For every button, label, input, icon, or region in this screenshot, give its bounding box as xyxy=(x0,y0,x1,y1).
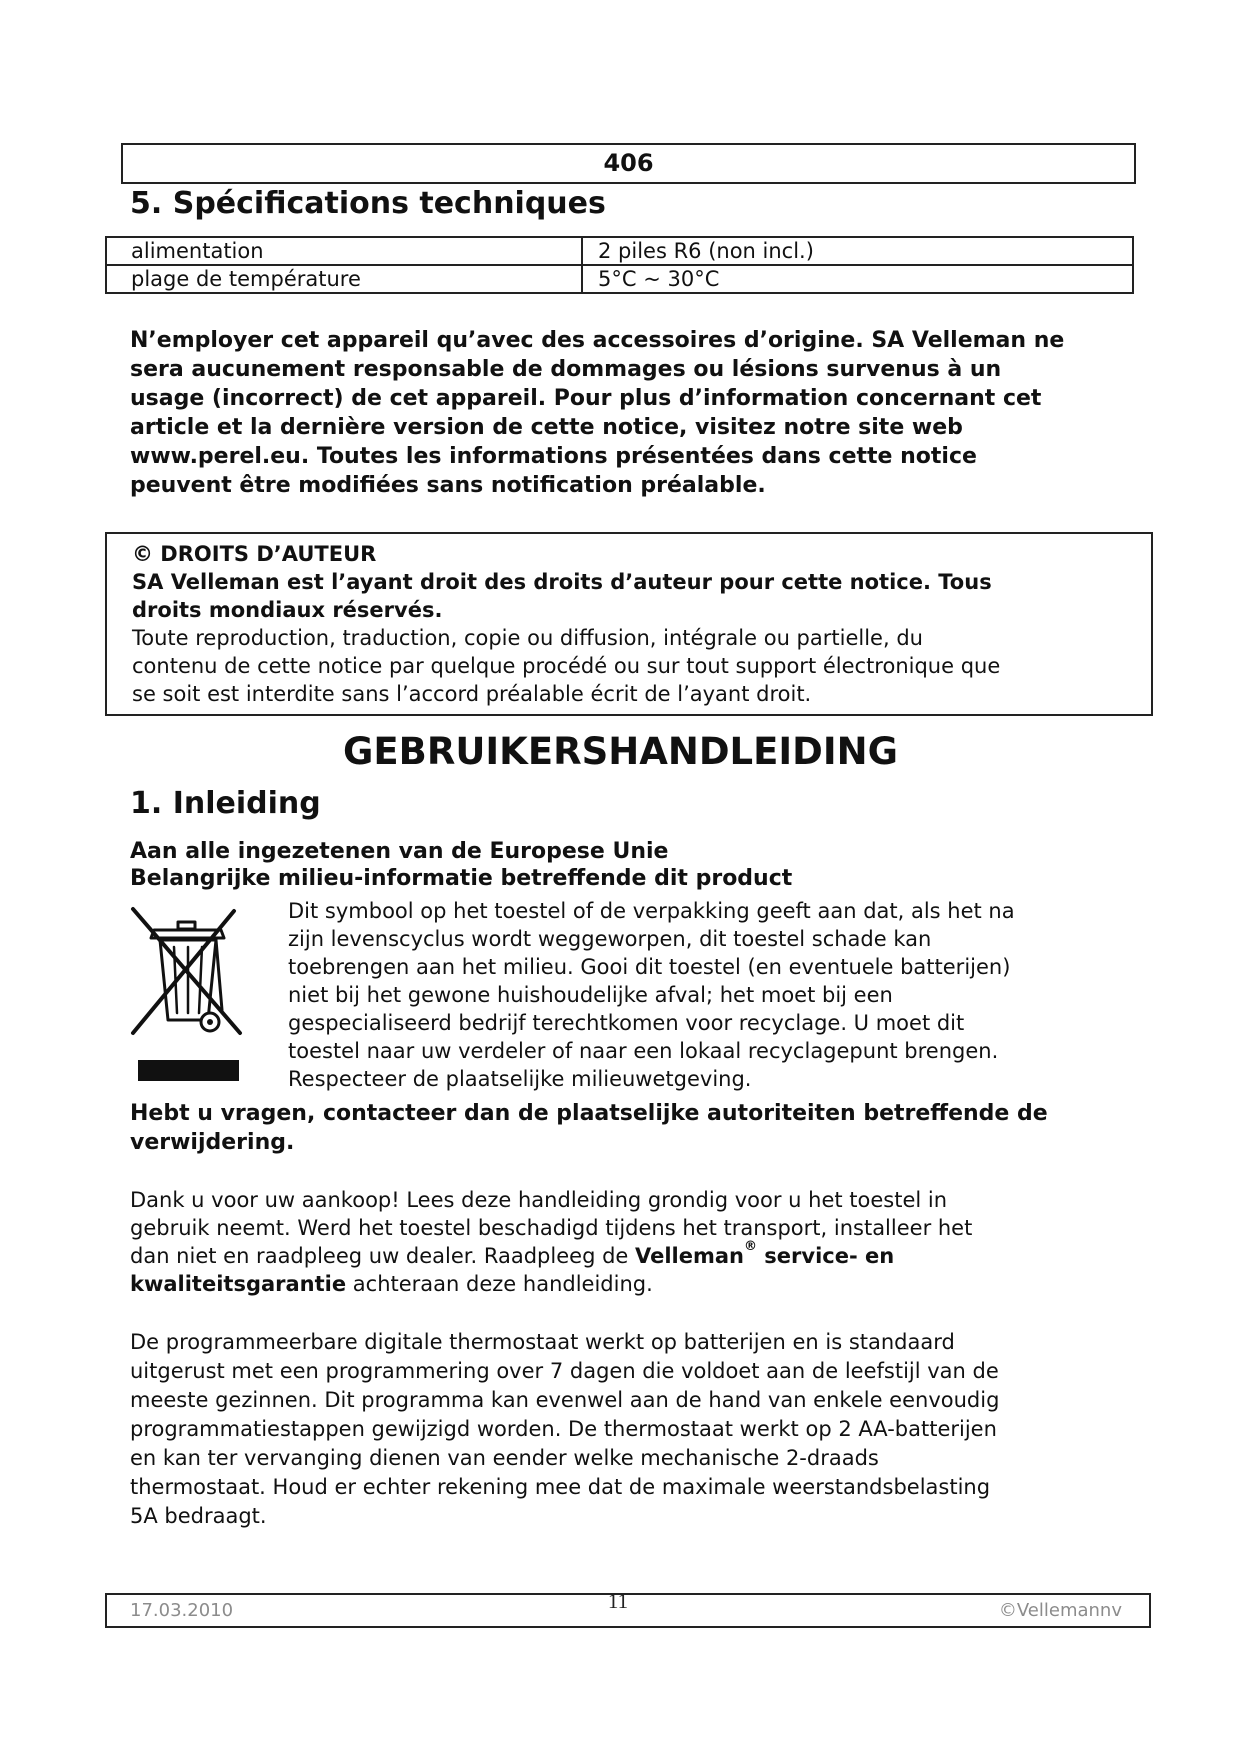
notice-line: peuvent être modifiées sans notification préalable. xyxy=(130,473,766,498)
recycling-line: Respecteer de plaatselijke milieuwetgeving. xyxy=(288,1067,752,1091)
recycling-paragraph xyxy=(288,897,1015,1093)
page-number: 11 xyxy=(607,1589,629,1613)
table-row xyxy=(106,265,1133,293)
description-line: meeste gezinnen. Dit programma kan evenwel aan de hand van enkele eenvoudig xyxy=(130,1388,1000,1412)
contact-line: Hebt u vragen, contacteer dan de plaatselijke autoriteiten betreffende de xyxy=(130,1101,1048,1126)
description-line: uitgerust met een programmering over 7 dagen die voldoet aan de leefstijl van de xyxy=(130,1359,999,1383)
document-header-box xyxy=(121,143,1136,184)
contact-line: verwijdering. xyxy=(130,1130,295,1155)
warranty-label: service- en xyxy=(757,1244,895,1268)
recycling-line: toebrengen aan het milieu. Gooi dit toestel (en eventuele batterijen) xyxy=(288,955,1011,979)
thanks-line xyxy=(130,1239,972,1270)
notice-line: sera aucunement responsable de dommages ou lésions survenus à un xyxy=(130,357,1002,382)
copyright-bold-line: SA Velleman est l’ayant droit des droits d’auteur pour cette notice. Tous xyxy=(132,570,992,594)
description-line: 5A bedraagt. xyxy=(130,1504,267,1528)
spec-value: 5°C ~ 30°C xyxy=(582,265,1133,293)
product-description xyxy=(130,1328,999,1531)
eu-notice-heading xyxy=(130,838,792,892)
recycling-line: zijn levenscyclus wordt weggeworpen, dit toestel schade kan xyxy=(288,927,932,951)
eu-line: Belangrijke milieu-informatie betreffende dit product xyxy=(130,866,793,891)
spec-label: plage de température xyxy=(106,265,582,293)
thanks-text: achteraan deze handleiding. xyxy=(346,1272,653,1296)
eu-line: Aan alle ingezetenen van de Europese Unie xyxy=(130,839,669,864)
warranty-label: kwaliteitsgarantie xyxy=(130,1272,347,1296)
copyright-line: contenu de cette notice par quelque procédé ou sur tout support électronique que xyxy=(132,654,1001,678)
footer-date: 17.03.2010 xyxy=(130,1600,234,1621)
recycling-line: Dit symbool op het toestel of de verpakking geeft aan dat, als het na xyxy=(288,899,1015,923)
recycling-line: gespecialiseerd bedrijf terechtkomen voor recyclage. U moet dit xyxy=(288,1011,965,1035)
footer-copyright: ©Vellemannv xyxy=(998,1600,1122,1621)
copyright-title: © DROITS D’AUTEUR xyxy=(132,542,377,566)
spec-label: alimentation xyxy=(106,237,582,265)
table-row xyxy=(106,237,1133,265)
crossed-out-wheelie-bin-icon xyxy=(130,902,243,1083)
copyright-line: Toute reproduction, traduction, copie ou diffusion, intégrale ou partielle, du xyxy=(132,626,923,650)
copyright-bold-line: droits mondiaux réservés. xyxy=(132,598,443,622)
thanks-line: Dank u voor uw aankoop! Lees deze handleiding grondig voor u het toestel in xyxy=(130,1188,948,1212)
spec-value: 2 piles R6 (non incl.) xyxy=(582,237,1133,265)
manual-title: GEBRUIKERSHANDLEIDING xyxy=(343,730,898,773)
spec-heading: 5. Spécifications techniques xyxy=(130,186,606,221)
recycling-line: toestel naar uw verdeler of naar een lokaal recyclagepunt brengen. xyxy=(288,1039,999,1063)
notice-line: www.perel.eu. Toutes les informations présentées dans cette notice xyxy=(130,444,977,469)
thanks-line: gebruik neemt. Werd het toestel beschadigd tijdens het transport, installeer het xyxy=(130,1216,973,1240)
thanks-line xyxy=(130,1270,972,1298)
description-line: De programmeerbare digitale thermostaat werkt op batterijen en is standaard xyxy=(130,1330,955,1354)
section-heading: 1. Inleiding xyxy=(130,786,321,821)
brand-name: Velleman xyxy=(635,1244,744,1268)
notice-line: N’employer cet appareil qu’avec des accessoires d’origine. SA Velleman ne xyxy=(130,328,1065,353)
notice-line: article et la dernière version de cette notice, visitez notre site web xyxy=(130,415,963,440)
spec-table xyxy=(105,236,1134,294)
notice-line: usage (incorrect) de cet appareil. Pour plus d’information concernant cet xyxy=(130,386,1042,411)
registered-mark: ® xyxy=(744,1239,757,1254)
contact-notice xyxy=(130,1099,1048,1157)
description-line: programmatiestappen gewijzigd worden. De thermostaat werkt op 2 AA-batterijen xyxy=(130,1417,997,1441)
recycling-line: niet bij het gewone huishoudelijke afval; het moet bij een xyxy=(288,983,893,1007)
usage-notice xyxy=(130,326,1064,500)
model-number: 406 xyxy=(603,149,654,177)
thanks-paragraph xyxy=(130,1186,972,1298)
description-line: en kan ter vervanging dienen van eender welke mechanische 2-draads xyxy=(130,1446,879,1470)
thanks-text: dan niet en raadpleeg uw dealer. Raadpleeg de xyxy=(130,1244,635,1268)
description-line: thermostaat. Houd er echter rekening mee dat de maximale weerstandsbelasting xyxy=(130,1475,991,1499)
copyright-box xyxy=(105,532,1153,716)
copyright-line: se soit est interdite sans l’accord préalable écrit de l’ayant droit. xyxy=(132,682,812,706)
